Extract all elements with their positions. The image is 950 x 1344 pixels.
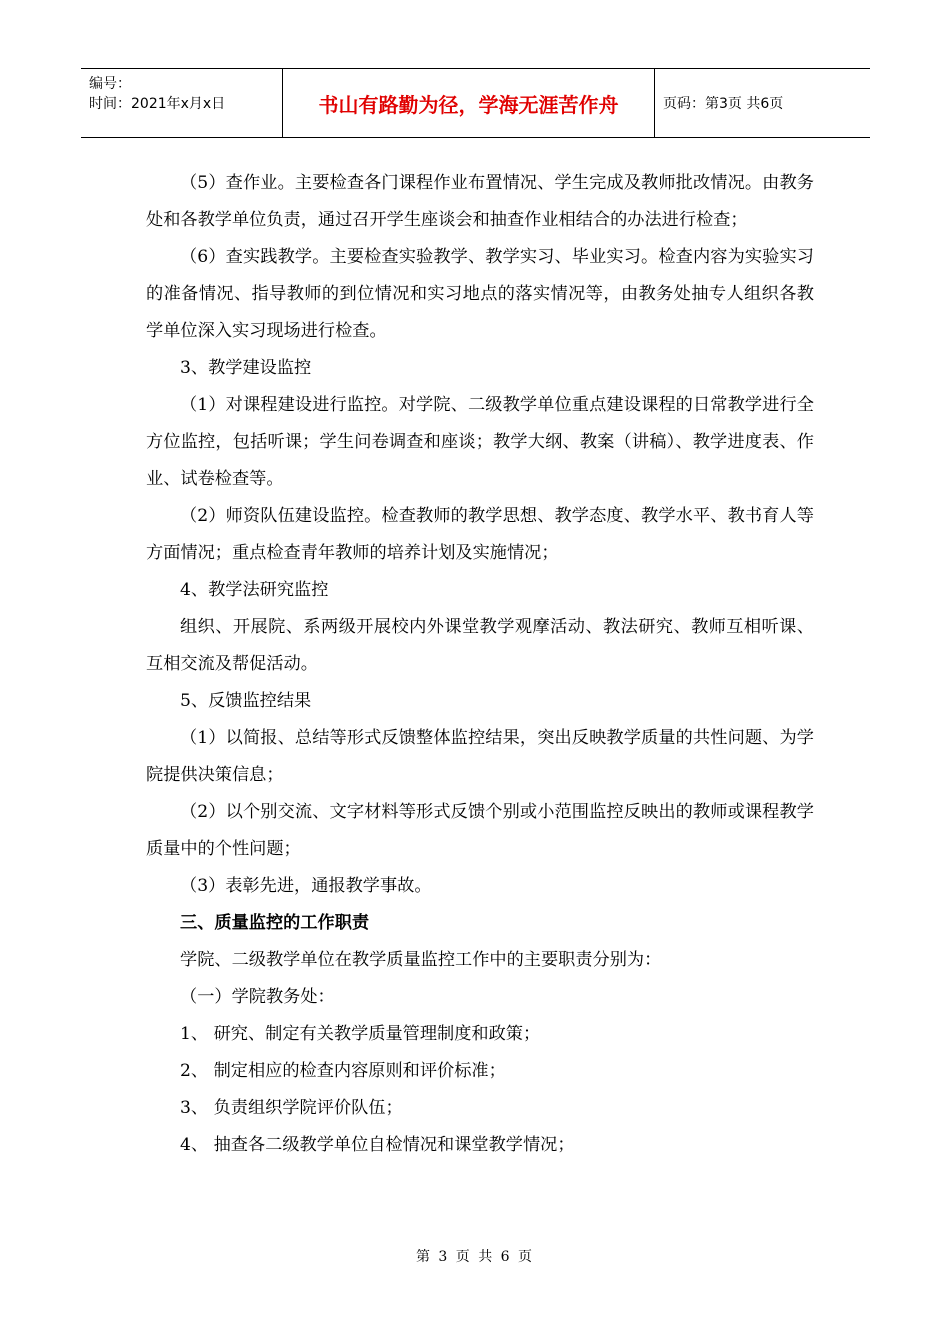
paragraph: 5、反馈监控结果 bbox=[180, 691, 312, 711]
list-item: 1、 研究、制定有关教学质量管理制度和政策； bbox=[180, 1024, 541, 1044]
paragraph: （1）以简报、总结等形式反馈整体监控结果，突出反映教学质量的共性问题、为学院提供决策信息； bbox=[146, 728, 814, 785]
paragraph: 学院、二级教学单位在教学质量监控工作中的主要职责分别为： bbox=[180, 950, 662, 970]
paragraph: 3、教学建设监控 bbox=[180, 358, 312, 378]
paragraph: 组织、开展院、系两级开展校内外课堂教学观摩活动、教法研究、教师互相听课、互相交流及帮促活动。 bbox=[146, 617, 814, 674]
list-item: 4、 抽查各二级教学单位自检情况和课堂教学情况； bbox=[180, 1135, 575, 1155]
page-header bbox=[81, 68, 870, 138]
page-footer: 第 3 页 共 6 页 bbox=[415, 1249, 535, 1265]
paragraph: （2）以个别交流、文字材料等形式反馈个别或小范围监控反映出的教师或课程教学质量中的个性问题； bbox=[146, 802, 814, 859]
paragraph: （一）学院教务处： bbox=[180, 987, 335, 1007]
header-page-code: 页码：第3页 共6页 bbox=[663, 96, 784, 112]
list-item: 3、 负责组织学院评价队伍； bbox=[180, 1098, 403, 1118]
list-item: 2、 制定相应的检查内容原则和评价标准； bbox=[180, 1061, 506, 1081]
paragraph: （5）查作业。主要检查各门课程作业布置情况、学生完成及教师批改情况。由教务处和各教学单位负责，通过召开学生座谈会和抽查作业相结合的办法进行检查； bbox=[146, 173, 814, 230]
header-meta bbox=[81, 69, 282, 137]
paragraph: （3）表彰先进，通报教学事故。 bbox=[180, 876, 432, 896]
document-body bbox=[146, 165, 814, 1164]
paragraph: 4、教学法研究监控 bbox=[180, 580, 329, 600]
document-number-label: 编号： bbox=[89, 76, 131, 92]
header-motto: 书山有路勤为径，学海无涯苦作舟 bbox=[282, 69, 655, 137]
paragraph: （2）师资队伍建设监控。检查教师的教学思想、教学态度、教学水平、教书育人等方面情况；重点检查青年教师的培养计划及实施情况； bbox=[146, 506, 814, 563]
section-heading: 三、质量监控的工作职责 bbox=[180, 913, 370, 933]
paragraph: （1）对课程建设进行监控。对学院、二级教学单位重点建设课程的日常教学进行全方位监控，包括听课；学生问卷调查和座谈；教学大纲、教案（讲稿）、教学进度表、作业、试卷检查等。 bbox=[146, 395, 814, 489]
document-time-label: 时间：2021年x月x日 bbox=[89, 96, 226, 112]
paragraph: （6）查实践教学。主要检查实验教学、教学实习、毕业实习。检查内容为实验实习的准备情况、指导教师的到位情况和实习地点的落实情况等，由教务处抽专人组织各教学单位深入实习现场进行检查。 bbox=[146, 247, 814, 341]
